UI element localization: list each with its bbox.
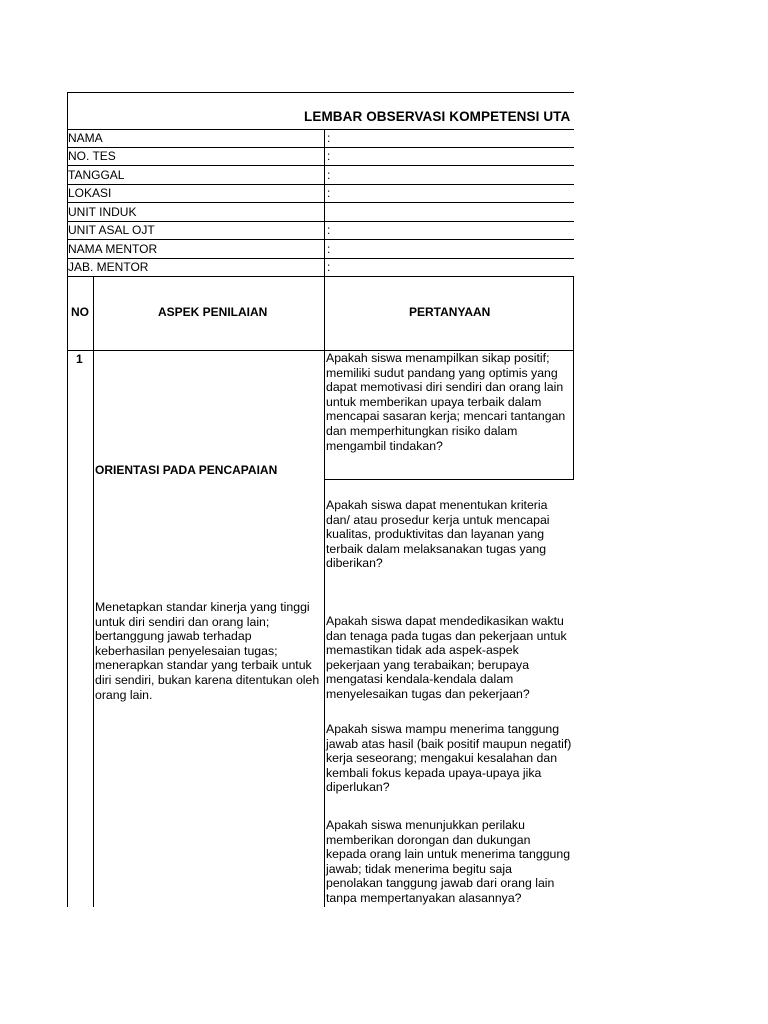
field-value-unit-asal-ojt: : — [327, 223, 331, 237]
frame-top-border — [67, 92, 574, 93]
question-5: Apakah siswa menunjukkan perilaku memberikan dorongan dan dukungan kepada orang lain untuk menerima tanggung jawab; tidak menerima begitu saja penolakan tanggung jawab dari orang lain tanpa mempertanyakan alasannya? — [326, 818, 571, 905]
aspect-description: Menetapkan standar kinerja yang tinggi untuk diri sendiri dan orang lain; bertanggung jawab terhadap keberhasilan penyelesaian tugas; menerapkan standar yang terbaik untuk diri sendiri, bukan karena ditentukan oleh orang lain. — [95, 600, 320, 702]
row-line — [67, 129, 574, 130]
row-line — [67, 202, 574, 203]
page-title: LEMBAR OBSERVASI KOMPETENSI UTA — [304, 109, 571, 124]
q1-bottom-line — [324, 479, 574, 480]
question-1: Apakah siswa menampilkan sikap positif; memiliki sudut pandang yang optimis yang dapat memotivasi diri sendiri dan orang lain untuk memberikan upaya terbaik dalam mencapai sasaran kerja; mencari tantangan dan memperhitungkan risiko dalam mengambil tindakan? — [326, 351, 566, 453]
field-value-no-tes: : — [327, 149, 331, 163]
question-2: Apakah siswa dapat menentukan kriteria dan/ atau prosedur kerja untuk mencapai kualitas, produktivitas dan layanan yang terbaik dalam melaksanakan tugas yang diberikan? — [326, 498, 550, 571]
question-4: Apakah siswa mampu menerima tanggung jawab atas hasil (baik positif maupun negatif) kerja seseorang; mengakui kesalahan dan kembali fokus kepada upaya-upaya jika diperlukan? — [326, 722, 572, 795]
field-label-jab-mentor: JAB. MENTOR — [68, 260, 149, 274]
col-divider-right — [573, 276, 574, 480]
row-number: 1 — [76, 352, 83, 366]
field-value-nama-mentor: : — [327, 242, 331, 256]
field-value-nama: : — [327, 131, 331, 145]
question-3: Apakah siswa dapat mendedikasikan waktu dan tenaga pada tugas dan pekerjaan untuk memastikan tidak ada aspek-aspek pekerjaan yang terabaikan; berupaya mengatasi kendala-kendala dalam menyelesaikan tugas dan pekerjaan? — [326, 614, 567, 701]
field-label-tanggal: TANGGAL — [68, 168, 125, 182]
row-line — [67, 258, 574, 259]
row-line — [67, 147, 574, 148]
field-label-unit-induk: UNIT INDUK — [68, 205, 137, 219]
field-divider — [324, 129, 325, 276]
field-label-nama: NAMA — [68, 131, 103, 145]
field-label-lokasi: LOKASI — [68, 186, 112, 200]
field-label-no-tes: NO. TES — [68, 149, 116, 163]
row-line — [67, 184, 574, 185]
field-value-tanggal: : — [327, 168, 331, 182]
field-value-lokasi: : — [327, 186, 331, 200]
field-label-nama-mentor: NAMA MENTOR — [68, 242, 158, 256]
field-label-unit-asal-ojt: UNIT ASAL OJT — [68, 223, 155, 237]
header-aspek-penilaian: ASPEK PENILAIAN — [158, 305, 268, 319]
header-pertanyaan: PERTANYAAN — [409, 305, 491, 319]
col-divider-aspek — [324, 276, 325, 907]
field-value-jab-mentor: : — [327, 260, 331, 274]
row-line — [67, 165, 574, 166]
aspect-title: ORIENTASI PADA PENCAPAIAN — [95, 463, 278, 477]
row-line — [67, 276, 574, 277]
header-no: NO — [71, 305, 89, 319]
col-divider-no — [93, 276, 94, 907]
row-line — [67, 221, 574, 222]
row-line — [67, 239, 574, 240]
